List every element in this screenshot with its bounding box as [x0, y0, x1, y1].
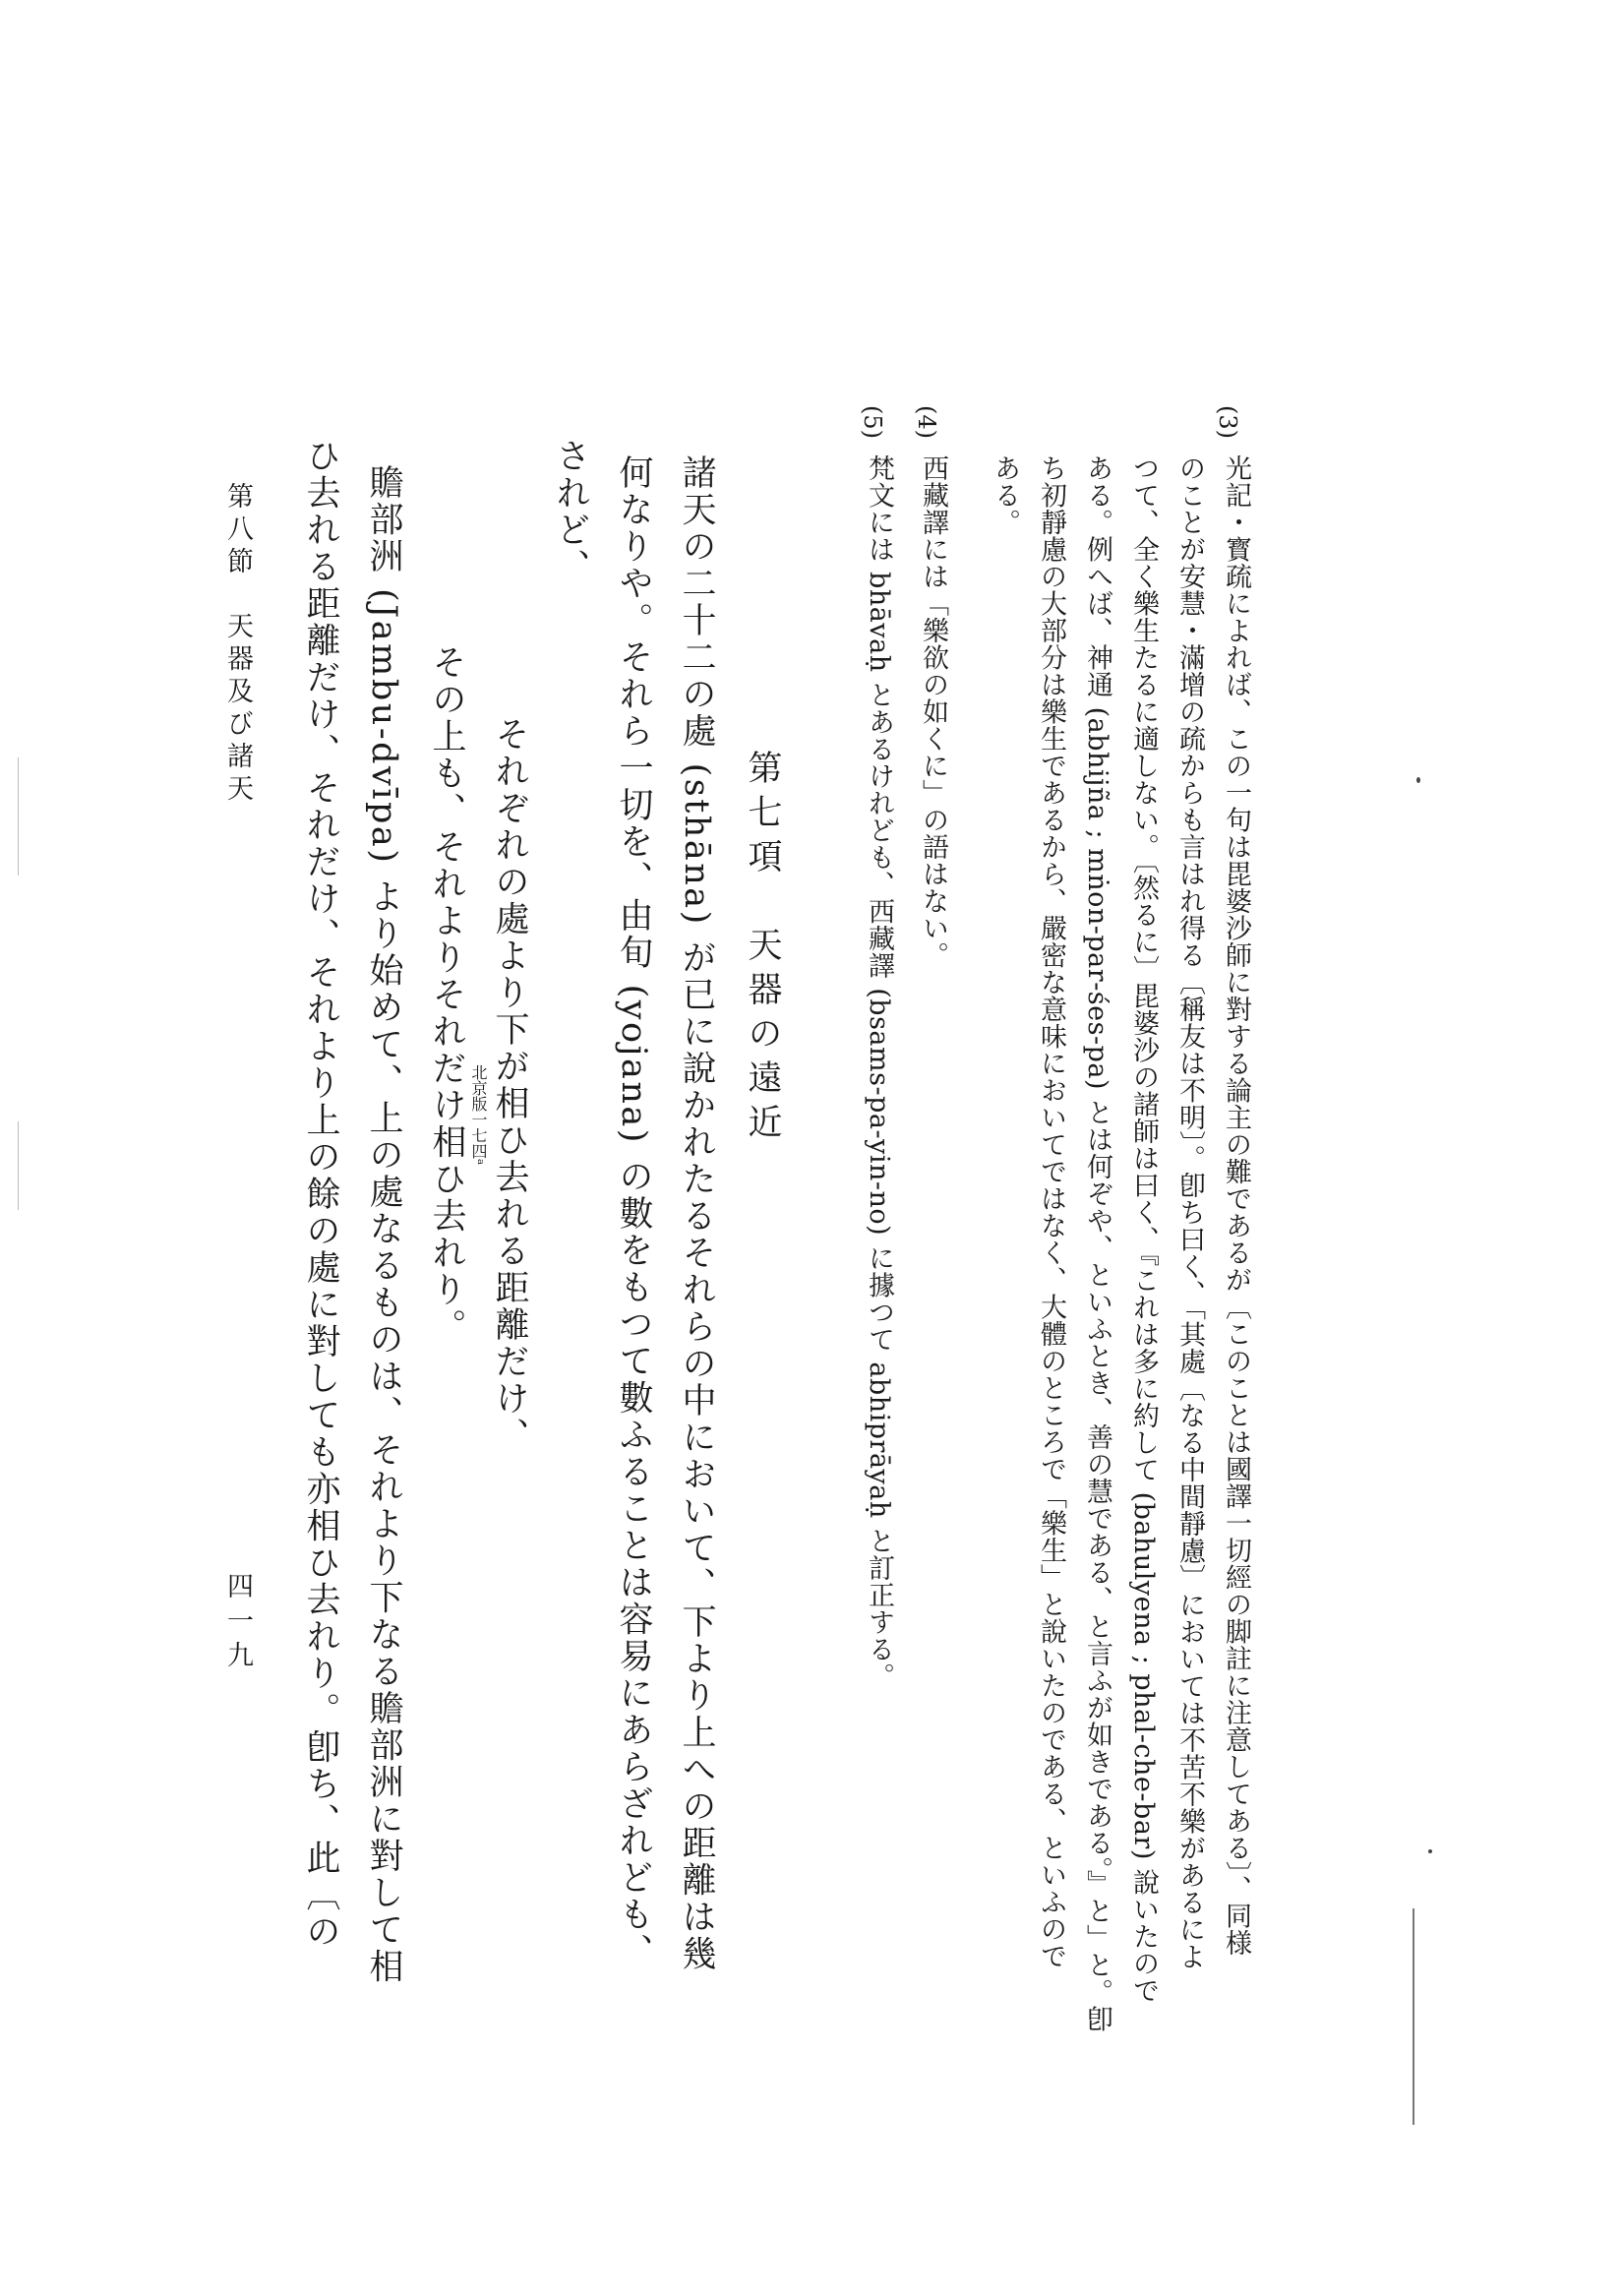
page-number: 四一九	[222, 1572, 253, 1675]
note-3-line-5: ち初靜慮の大部分は樂生であるから、嚴密な意味においてではなく、大體のところで「樂生」と說いたのである、といふので	[1036, 454, 1066, 1969]
scan-speck	[1416, 777, 1420, 783]
note-3-line-1: 光記・寳疏によれば、この一句は毘婆沙師に對する論主の難であるが〔このことは國譯一切經の脚註に注意してある〕、同様	[1221, 454, 1251, 1957]
scan-speck	[1428, 1849, 1432, 1853]
paragraph-1-line-1: 諸天の二十二の處 (sthāna) が已に說かれたるそれらの中において、下より上への距離は幾	[677, 454, 716, 1973]
verse-line-2: その上も、それよりそれだけ相ひ去れり。	[427, 644, 466, 1346]
note-3-line-2: のことが安慧・滿增の疏からも言はれ得る〔稱友は不明〕。卽ち曰く、「其處〔なる中間靜慮〕においては不苦不樂があるによ	[1174, 454, 1205, 1970]
scan-edge-mark	[18, 757, 19, 876]
note-4-text: 西藏譯には「樂欲の如くに」の語はない。	[918, 454, 948, 969]
verse-line-1: それぞれの處より下が相ひ去れる距離だけ、	[490, 716, 529, 1454]
section-heading: 第七項 天器の遠近	[743, 750, 782, 1148]
paragraph-1-line-2: 何なりや。それら一切を、由旬 (yojana) の數をもつて數ふることは容易にあらざれども、	[614, 454, 653, 1970]
paragraph-2-line-1: 贍部洲 (Jambu-dvīpa) より始めて、上の處なるものは、それより下なる贍部洲に對して相	[364, 464, 403, 1986]
note-5-number: (5)	[859, 405, 886, 439]
running-head: 第八節 天器及び諸天	[222, 482, 253, 807]
scan-edge-mark	[18, 1121, 19, 1210]
scan-edge-line	[1413, 1908, 1414, 2125]
note-3-number: (3)	[1214, 405, 1241, 439]
note-3-line-4: ある。例へば、神通 (abhijña ; mṅon-par-śes-pa) とは何ぞや、といふとき、善の慧である、と言ふが如きである。』と」と。卽	[1082, 454, 1113, 2033]
note-5-text: 梵文には bhāvaḥ とあるけれども、西藏譯 (bsams-pa-yin-no) に據つて abhiprāyaḥ と訂正する。	[864, 454, 894, 1690]
paragraph-2-line-2: ひ去れる距離だけ、それだけ、それより上の餘の處に對しても亦相ひ去れり。卽ち、此〔の	[301, 438, 340, 1951]
note-4-number: (4)	[913, 405, 940, 439]
note-3-line-6: ある。	[990, 454, 1020, 536]
note-3-line-3: つて、全く樂生たるに適しない。〔然るに〕毘婆沙の諸師は曰く、『これは多に約して (bahulyena ; phal-che-bar) 說いたので	[1128, 454, 1159, 2005]
paragraph-1-line-3: されど、	[551, 438, 590, 585]
peking-edition-marker: 北京版一七四ᵃ	[469, 1064, 488, 1166]
